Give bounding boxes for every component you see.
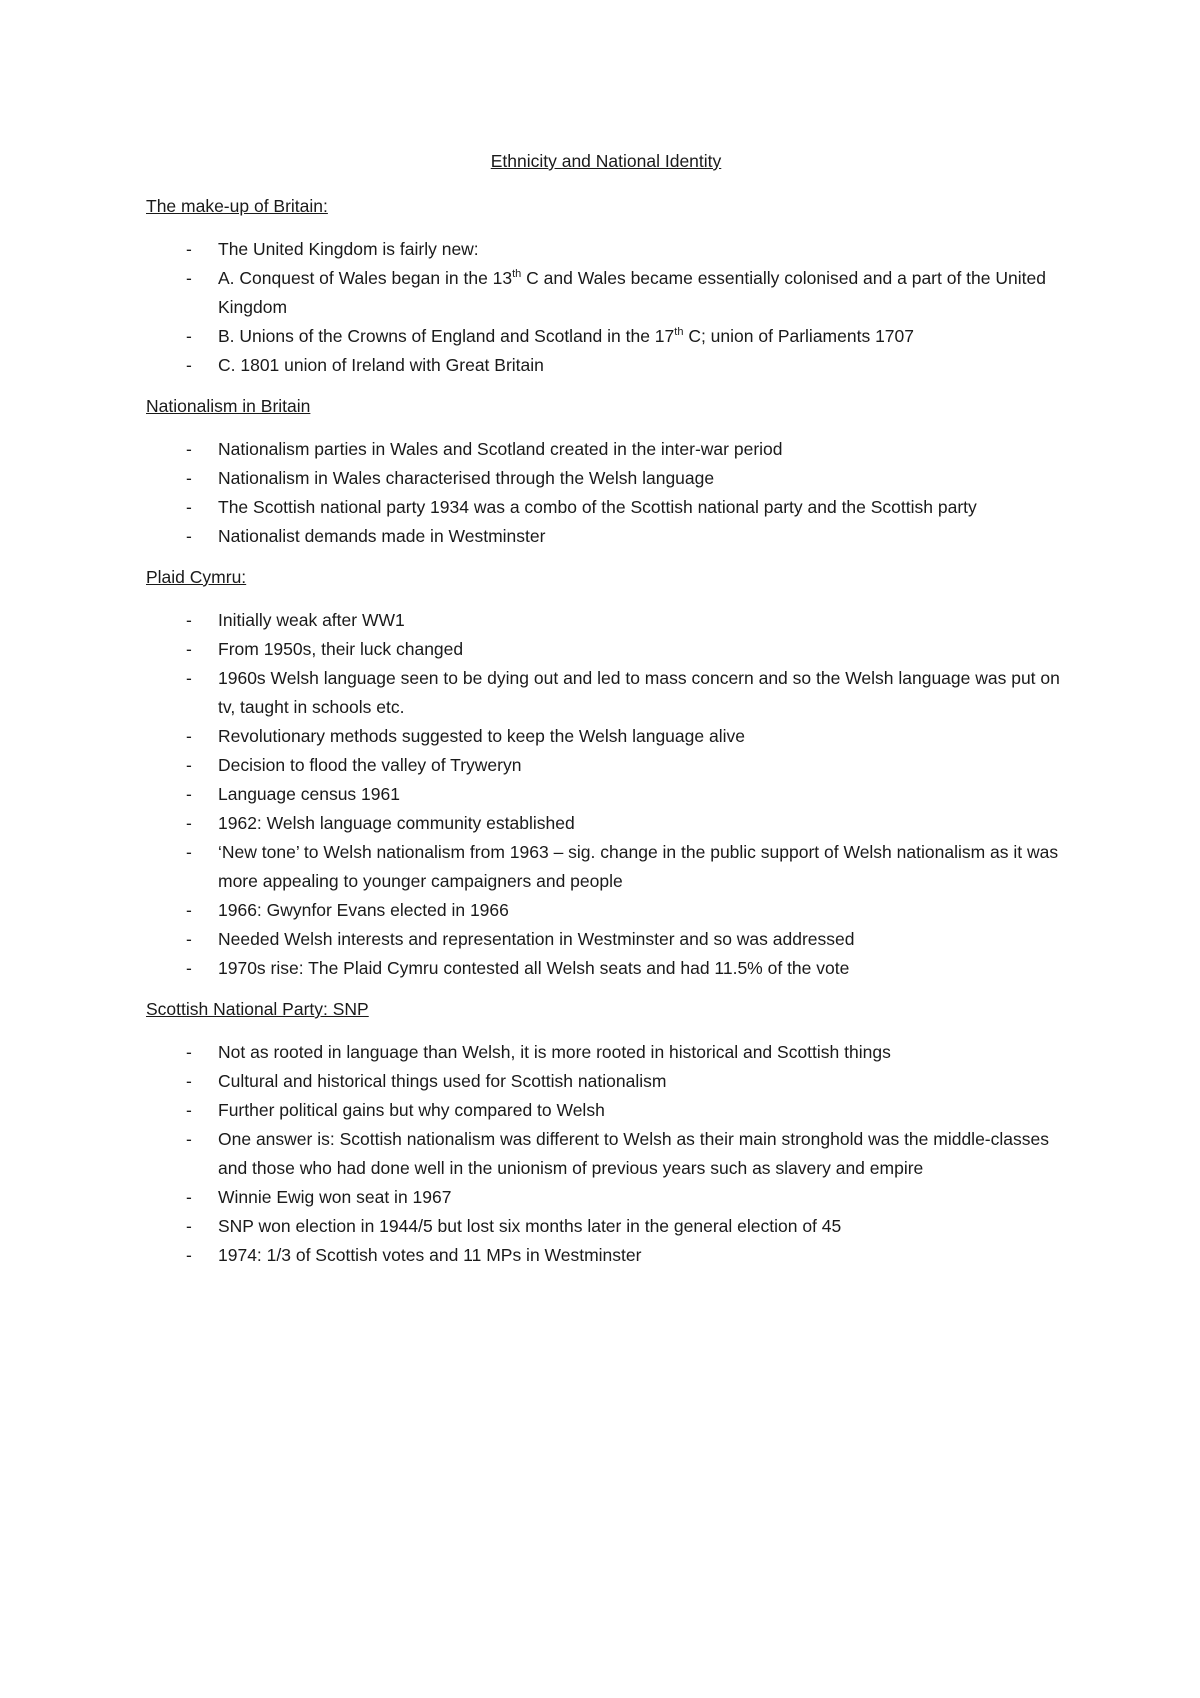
- section-heading: The make-up of Britain:: [146, 196, 328, 216]
- bullet-dash: -: [186, 958, 192, 978]
- document-title: Ethnicity and National Identity: [490, 151, 722, 171]
- list-item-text: Language census 1961: [218, 784, 400, 804]
- list-item: [146, 264, 1066, 322]
- ordinal-superscript: th: [512, 268, 522, 281]
- list-item: [146, 664, 1066, 722]
- section-heading: Plaid Cymru:: [146, 567, 247, 587]
- list-item-text: 1960s Welsh language seen to be dying out and led to mass concern and so the Welsh language was put on tv, taught in schools etc.: [218, 668, 1060, 717]
- bullet-dash: -: [186, 526, 192, 546]
- list-item-text: 1966: Gwynfor Evans elected in 1966: [218, 900, 509, 920]
- list-item-text: C. 1801 union of Ireland with Great Britain: [218, 355, 544, 375]
- list-item: [146, 1183, 1066, 1212]
- document-body: [146, 147, 1066, 1282]
- section: [146, 392, 1066, 551]
- list-item-text: 1970s rise: The Plaid Cymru contested all Welsh seats and had 11.5% of the vote: [218, 958, 850, 978]
- list-item: [146, 722, 1066, 751]
- list-item: [146, 493, 1066, 522]
- list-item: [146, 751, 1066, 780]
- bullet-dash: -: [186, 1042, 192, 1062]
- section: [146, 563, 1066, 983]
- bullet-dash: -: [186, 842, 192, 862]
- list-item: [146, 1096, 1066, 1125]
- bullet-dash: -: [186, 610, 192, 630]
- list-item-text: The Scottish national party 1934 was a combo of the Scottish national party and the Scottish party: [218, 497, 977, 517]
- bullet-dash: -: [186, 1129, 192, 1149]
- bullet-list: [146, 435, 1066, 551]
- list-item: [146, 464, 1066, 493]
- list-item: [146, 780, 1066, 809]
- list-item-text: SNP won election in 1944/5 but lost six months later in the general election of 45: [218, 1216, 842, 1236]
- bullet-dash: -: [186, 268, 192, 288]
- list-item: [146, 1125, 1066, 1183]
- bullet-list: [146, 606, 1066, 983]
- list-item: [146, 606, 1066, 635]
- bullet-dash: -: [186, 813, 192, 833]
- bullet-list: [146, 235, 1066, 380]
- bullet-dash: -: [186, 1245, 192, 1265]
- list-item-text: C and Wales became essentially colonised and a part of the United Kingdom: [218, 268, 1046, 317]
- list-item-text: 1962: Welsh language community established: [218, 813, 575, 833]
- list-item-text: ‘New tone’ to Welsh nationalism from 1963 – sig. change in the public support of Welsh nationalism as it was more appealing to younger campaigners and people: [218, 842, 1059, 891]
- list-item: [146, 1212, 1066, 1241]
- bullet-dash: -: [186, 639, 192, 659]
- list-item-text: Nationalist demands made in Westminster: [218, 526, 546, 546]
- list-item-text: Cultural and historical things used for Scottish nationalism: [218, 1071, 667, 1091]
- bullet-dash: -: [186, 439, 192, 459]
- bullet-dash: -: [186, 1187, 192, 1207]
- list-item: [146, 838, 1066, 896]
- list-item-text: 1974: 1/3 of Scottish votes and 11 MPs in Westminster: [218, 1245, 642, 1265]
- section: [146, 995, 1066, 1270]
- list-item-text: C; union of Parliaments 1707: [683, 326, 915, 346]
- bullet-dash: -: [186, 468, 192, 488]
- section-heading: Scottish National Party: SNP: [146, 999, 369, 1019]
- bullet-dash: -: [186, 929, 192, 949]
- list-item-text: Initially weak after WW1: [218, 610, 405, 630]
- list-item-text: Decision to flood the valley of Tryweryn: [218, 755, 522, 775]
- list-item-text: Needed Welsh interests and representation in Westminster and so was addressed: [218, 929, 855, 949]
- list-item: [146, 925, 1066, 954]
- list-item: [146, 896, 1066, 925]
- list-item: [146, 635, 1066, 664]
- list-item-text: Nationalism in Wales characterised through the Welsh language: [218, 468, 715, 488]
- bullet-dash: -: [186, 326, 192, 346]
- section: [146, 192, 1066, 380]
- bullet-dash: -: [186, 668, 192, 688]
- bullet-dash: -: [186, 784, 192, 804]
- bullet-dash: -: [186, 355, 192, 375]
- list-item-text: A. Conquest of Wales began in the 13: [218, 268, 513, 288]
- list-item: [146, 235, 1066, 264]
- list-item: [146, 809, 1066, 838]
- bullet-dash: -: [186, 497, 192, 517]
- list-item-text: Revolutionary methods suggested to keep the Welsh language alive: [218, 726, 745, 746]
- bullet-dash: -: [186, 726, 192, 746]
- list-item: [146, 1067, 1066, 1096]
- list-item: [146, 351, 1066, 380]
- list-item-text: Winnie Ewig won seat in 1967: [218, 1187, 452, 1207]
- bullet-dash: -: [186, 900, 192, 920]
- list-item: [146, 1241, 1066, 1270]
- bullet-dash: -: [186, 1071, 192, 1091]
- bullet-dash: -: [186, 1216, 192, 1236]
- list-item-text: B. Unions of the Crowns of England and Scotland in the 17: [218, 326, 675, 346]
- list-item-text: The United Kingdom is fairly new:: [218, 239, 479, 259]
- sections-container: [146, 192, 1066, 1270]
- list-item-text: Nationalism parties in Wales and Scotland created in the inter-war period: [218, 439, 783, 459]
- list-item-text: One answer is: Scottish nationalism was different to Welsh as their main stronghold was the middle-classes and those who had done well in the unionism of previous years such as slavery and empire: [218, 1129, 1049, 1178]
- ordinal-superscript: th: [674, 326, 684, 339]
- bullet-dash: -: [186, 239, 192, 259]
- bullet-list: [146, 1038, 1066, 1270]
- bullet-dash: -: [186, 1100, 192, 1120]
- section-heading: Nationalism in Britain: [146, 396, 311, 416]
- bullet-dash: -: [186, 755, 192, 775]
- list-item-text: Not as rooted in language than Welsh, it is more rooted in historical and Scottish things: [218, 1042, 891, 1062]
- list-item-text: Further political gains but why compared to Welsh: [218, 1100, 605, 1120]
- list-item: [146, 522, 1066, 551]
- list-item: [146, 954, 1066, 983]
- list-item: [146, 1038, 1066, 1067]
- list-item-text: From 1950s, their luck changed: [218, 639, 464, 659]
- list-item: [146, 435, 1066, 464]
- list-item: [146, 322, 1066, 351]
